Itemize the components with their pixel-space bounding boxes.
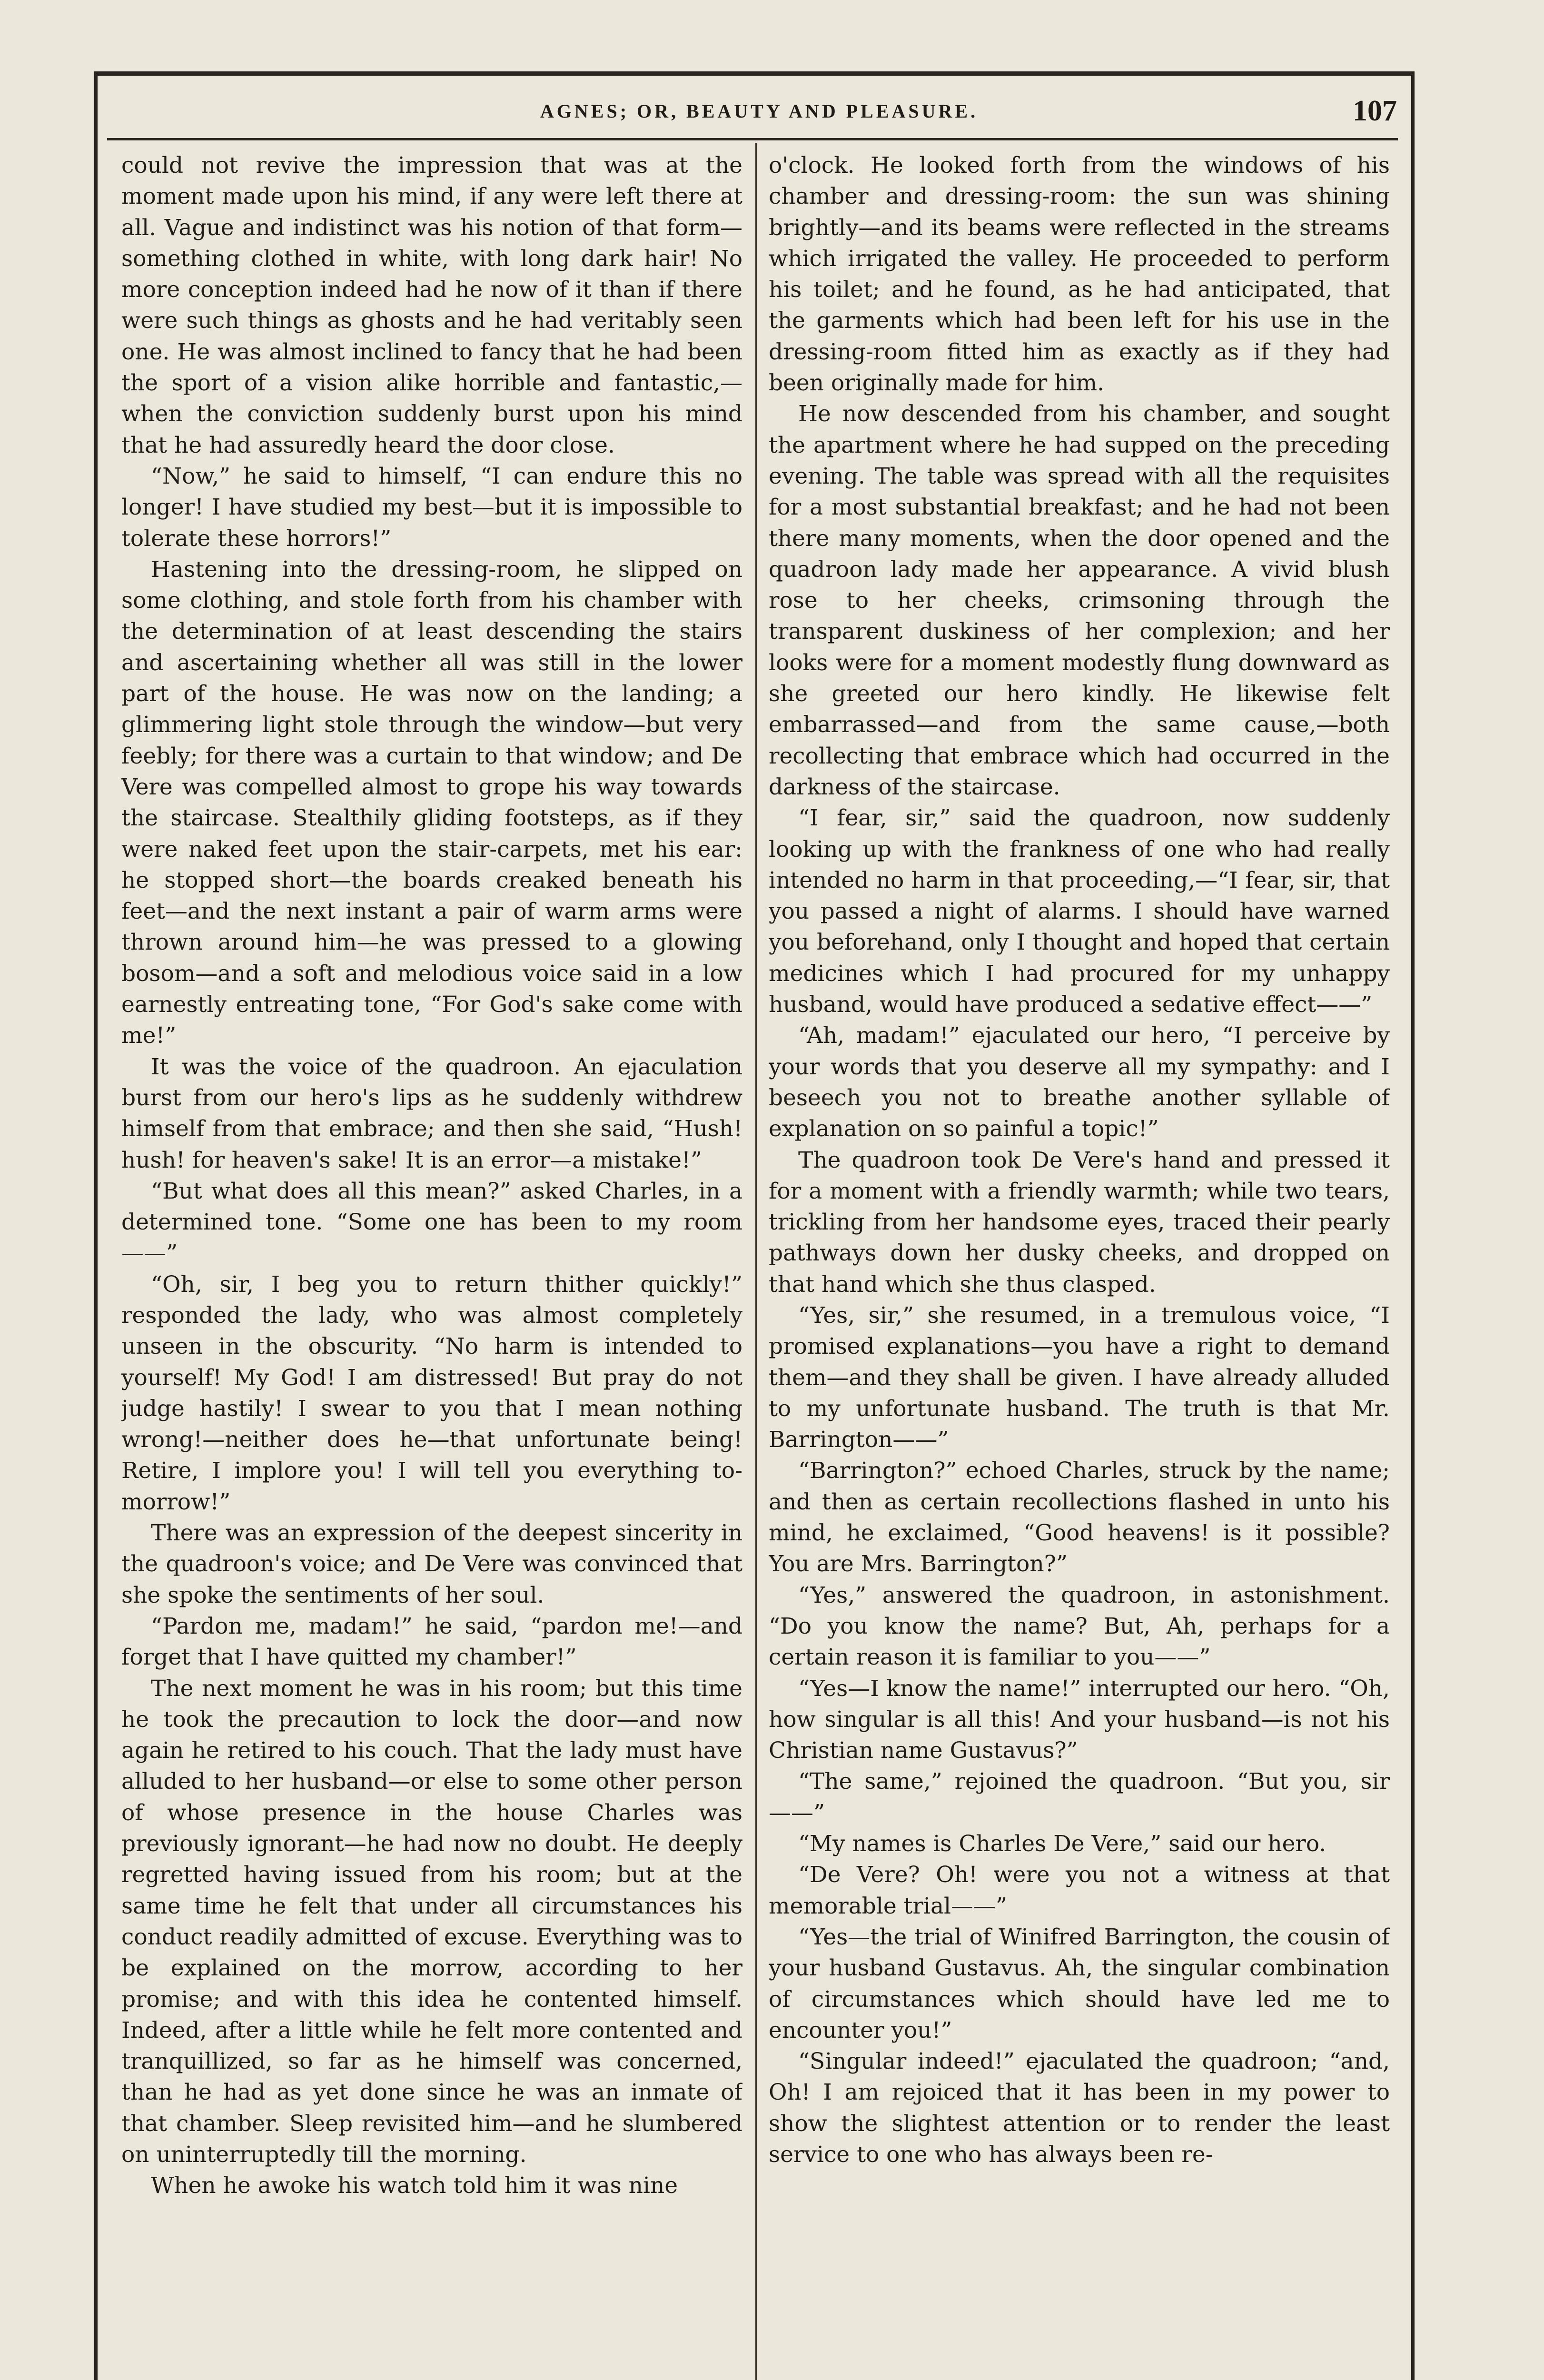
paragraph: The quadroon took De Vere's hand and pressed it for a moment with a friendly warmth; while two tears, trickling from her handsome eyes, traced their pearly pathways down her dusky cheeks, and dropped on that hand which she thus clasped. — [769, 1147, 1390, 1298]
paragraph: o'clock. He looked forth from the windows of his chamber and dressing-room: the sun was shining brightly—and its beams were reflected in the streams which irrigated the valley. He proceeded to perform his toilet; and he found, as he had anticipated, that the garments which had been left for his use in the dressing-room fitted him as exactly as if they had been originally made for him. — [769, 152, 1390, 397]
paragraph: “The same,” rejoined the quadroon. “But you, sir——” — [769, 1768, 1390, 1826]
paragraph: “Yes,” answered the quadroon, in astonishment. “Do you know the name? But, Ah, perhaps for a certain reason it is familiar to you——” — [769, 1582, 1390, 1671]
paragraph: When he awoke his watch told him it was nine — [151, 2172, 678, 2199]
paragraph: Hastening into the dressing-room, he slipped on some clothing, and stole forth from his chamber with the determination of at least descending the stairs and ascertaining whether all was still in the lower part of the house. He was now on the landing; a glimmering light stole through the window—but very feebly; for there was a curtain to that window; and De Vere was compelled almost to grope his way towards the staircase. Stealthily gliding footsteps, as if they were naked feet upon the stair-carpets, met his ear: he stopped short—the boards creaked beneath his feet—and the next instant a pair of warm arms were thrown around him—he was pressed to a glowing bosom—and a soft and melodious voice said in a low earnestly entreating tone, “For God's sake come with me!” — [121, 556, 742, 1049]
paragraph: “Yes—the trial of Winifred Barrington, the cousin of your husband Gustavus. Ah, the singular combination of circumstances which should have led me to encounter you!” — [769, 1924, 1390, 2043]
paragraph: He now descended from his chamber, and sought the apartment where he had supped on the preceding evening. The table was spread with all the requisites for a most substantial breakfast; and he had not been there many moments, when the door opened and the quadroon lady made her appearance. A vivid blush rose to her cheeks, crimsoning through the transparent duskiness of her complexion; and her looks were for a moment modestly flung downward as she greeted our hero kindly. He likewise felt embarrassed—and from the same cause,—both recollecting that embrace which had occurred in the darkness of the staircase. — [769, 401, 1390, 800]
paragraph: “Yes—I know the name!” interrupted our hero. “Oh, how singular is all this! And your husband—is not his Christian name Gustavus?” — [769, 1675, 1390, 1764]
paragraph: “De Vere? Oh! were you not a witness at that memorable trial——” — [769, 1862, 1390, 1919]
page-header — [107, 95, 1411, 133]
paragraph: “Singular indeed!” ejaculated the quadroon; “and, Oh! I am rejoiced that it has been in my power to show the slightest attention or to render the least service to one who has always been re- — [769, 2048, 1390, 2168]
paragraph: “Barrington?” echoed Charles, struck by the name; and then as certain recollections flashed in unto his mind, he exclaimed, “Good heavens! is it possible? You are Mrs. Barrington?” — [769, 1458, 1390, 1577]
paragraph: “I fear, sir,” said the quadroon, now suddenly looking up with the frankness of one who had really intended no harm in that proceeding,—“I fear, sir, that you passed a night of alarms. I should have warned you beforehand, only I thought and hoped that certain medicines which I had procured for my unhappy husband, would have produced a sedative effect——” — [769, 805, 1390, 1018]
paragraph: “Ah, madam!” ejaculated our hero, “I perceive by your words that you deserve all my sympathy: and I beseech you not to breathe another syllable of explanation on so painful a topic!” — [769, 1022, 1390, 1142]
column-divider — [755, 143, 757, 2380]
running-title: AGNES; OR, BEAUTY AND PLEASURE. — [540, 100, 979, 122]
paragraph: The next moment he was in his room; but this time he took the precaution to lock the door—and now again he retired to his couch. That the lady must have alluded to her husband—or else to some other person of whose presence in the house Charles was previously ignorant—he had now no doubt. He deeply regretted having issued from his room; but at the same time he felt that under all circumstances his conduct readily admitted of excuse. Everything was to be explained on the morrow, according to her promise; and with this idea he contented himself. Indeed, after a little while he felt more contented and tranquillized, so far as he himself was concerned, than he had as yet done since he was an inmate of that chamber. Sleep revisited him—and he slumbered on uninterruptedly till the morning. — [121, 1675, 742, 2168]
right-column — [769, 150, 1390, 2368]
header-rule — [107, 138, 1398, 140]
paragraph: “Pardon me, madam!” he said, “pardon me!—and forget that I have quitted my chamber!” — [121, 1613, 742, 1671]
paragraph: “Now,” he said to himself, “I can endure this no longer! I have studied my best—but it is impossible to tolerate these horrors!” — [121, 463, 742, 552]
left-column — [121, 150, 742, 2368]
page-number: 107 — [1353, 95, 1397, 127]
paragraph: There was an expression of the deepest sincerity in the quadroon's voice; and De Vere was convinced that she spoke the sentiments of her soul. — [121, 1520, 742, 1608]
paragraph: “But what does all this mean?” asked Charles, in a determined tone. “Some one has been to my room——” — [121, 1178, 742, 1267]
paragraph: “Oh, sir, I beg you to return thither quickly!” responded the lady, who was almost completely unseen in the obscurity. “No harm is intended to yourself! My God! I am distressed! But pray do not judge hastily! I swear to you that I mean nothing wrong!—neither does he—that unfortunate being! Retire, I implore you! I will tell you everything to-morrow!” — [121, 1271, 742, 1515]
paragraph: could not revive the impression that was at the moment made upon his mind, if any were left there at all. Vague and indistinct was his notion of that form—something clothed in white, with long dark hair! No more conception indeed had he now of it than if there were such things as ghosts and he had veritably seen one. He was almost inclined to fancy that he had been the sport of a vision alike horrible and fantastic,—when the conviction suddenly burst upon his mind that he had assuredly heard the door close. — [121, 152, 742, 458]
paragraph: “Yes, sir,” she resumed, in a tremulous voice, “I promised explanations—you have a right to demand them—and they shall be given. I have already alluded to my unfortunate husband. The truth is that Mr. Barrington——” — [769, 1302, 1390, 1453]
paragraph: It was the voice of the quadroon. An ejaculation burst from our hero's lips as he suddenly withdrew himself from that embrace; and then she said, “Hush! hush! for heaven's sake! It is an error—a mistake!” — [121, 1053, 742, 1173]
paragraph: “My names is Charles De Vere,” said our hero. — [798, 1831, 1326, 1857]
